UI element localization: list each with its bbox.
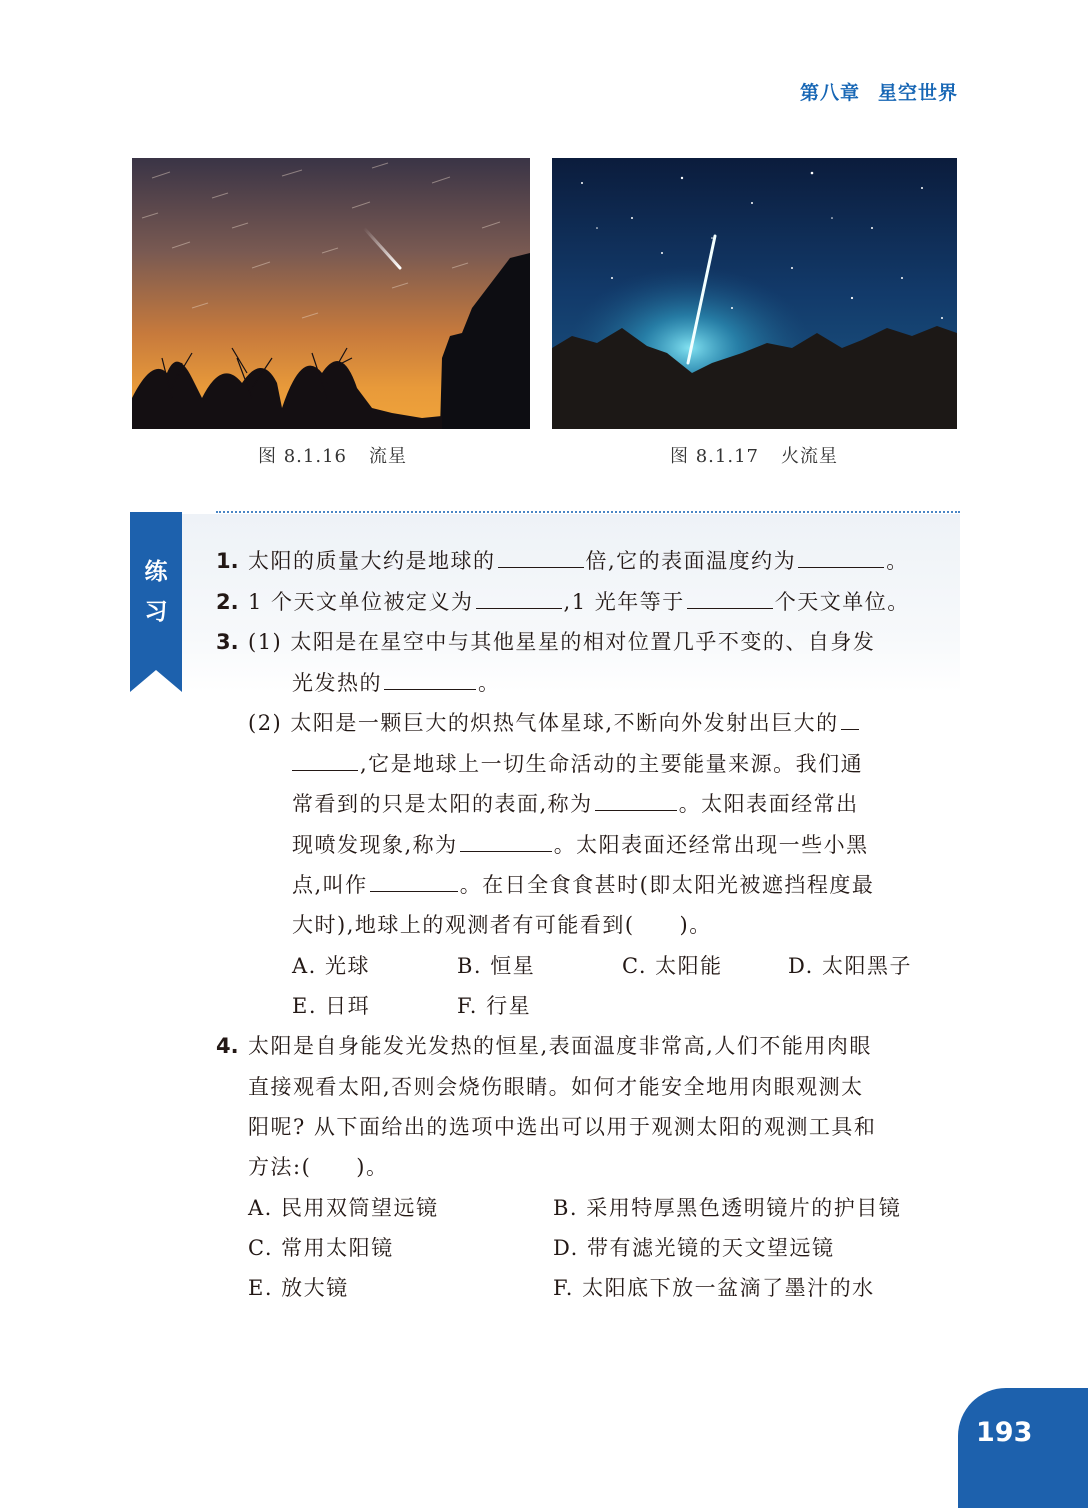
answer-blank[interactable] [687, 588, 773, 609]
question-text: 现喷发现象,称为 [292, 833, 458, 857]
option-item[interactable]: E. 日珥 [292, 994, 371, 1018]
option-item[interactable]: D. 太阳黑子 [788, 954, 912, 978]
question-4-line-1 [216, 1032, 872, 1060]
fireball-photo [552, 158, 957, 429]
question-3-part-2-line-3 [292, 790, 859, 818]
question-text: (2) 太阳是一颗巨大的炽热气体星球,不断向外发射出巨大的 [248, 711, 839, 735]
question-number: 4. [216, 1034, 239, 1058]
question-4-line-2: 直接观看太阳,否则会烧伤眼睛。如何才能安全地用肉眼观测太 [248, 1075, 864, 1099]
question-2 [216, 588, 910, 616]
figure-name-2: 火流星 [780, 446, 838, 467]
question-text: 。 [478, 671, 501, 695]
question-text: 大时),地球上的观测者有可能看到( )。 [292, 913, 712, 937]
chapter-title: 星空世界 [877, 82, 958, 104]
option-item[interactable]: D. 带有滤光镜的天文望远镜 [553, 1236, 835, 1260]
question-text: 。太阳表面还经常出现一些小黑 [553, 833, 869, 857]
option-item[interactable]: C. 常用太阳镜 [248, 1236, 394, 1260]
question-text: 太阳的质量大约是地球的 [248, 549, 496, 573]
figure-number-2: 图 8.1.17 [670, 446, 759, 467]
option-item[interactable]: B. 采用特厚黑色透明镜片的护目镜 [553, 1196, 902, 1220]
figure-name-1: 流星 [368, 446, 407, 467]
answer-blank[interactable] [460, 831, 552, 852]
question-3-part-2-line-6 [292, 911, 712, 939]
option-item[interactable]: A. 光球 [292, 954, 371, 978]
question-3-part-1-line-2 [292, 669, 501, 697]
question-3-part-2-line-4 [292, 831, 869, 859]
figure-caption-2 [670, 442, 838, 468]
chapter-header [800, 78, 958, 105]
question-4-line-4: 方法:( )。 [248, 1155, 389, 1179]
question-text: 。在日全食食甚时(即太阳光被遮挡程度最 [459, 873, 875, 897]
page-number: 193 [976, 1417, 1033, 1448]
exercise-tab [130, 512, 182, 692]
question-text: ,1 光年等于 [563, 590, 685, 614]
question-4-line-3: 阳呢? 从下面给出的选项中选出可以用于观测太阳的观测工具和 [248, 1115, 877, 1139]
question-3-part-1-line-1 [216, 628, 875, 656]
option-item[interactable]: E. 放大镜 [248, 1276, 349, 1300]
answer-blank[interactable] [841, 709, 859, 730]
answer-blank[interactable] [370, 871, 458, 892]
chapter-number: 第八章 [799, 82, 860, 104]
question-text: 。太阳表面经常出 [678, 792, 859, 816]
question-number: 1. [216, 549, 239, 573]
question-text: 点,叫作 [292, 873, 368, 897]
exercise-tab-label-2: 习 [144, 599, 168, 625]
question-number: 3. [216, 630, 239, 654]
section-divider [216, 511, 960, 513]
answer-blank[interactable] [292, 750, 358, 771]
question-text: 光发热的 [292, 671, 382, 695]
figure-number-1: 图 8.1.16 [258, 446, 347, 467]
question-3-part-2-line-1 [248, 709, 861, 737]
question-1 [216, 547, 909, 575]
answer-blank[interactable] [798, 547, 884, 568]
option-item[interactable]: A. 民用双筒望远镜 [248, 1196, 439, 1220]
question-text: 1 个天文单位被定义为 [248, 590, 474, 614]
question-text: 太阳是自身能发光发热的恒星,表面温度非常高,人们不能用肉眼 [248, 1034, 872, 1058]
exercise-tab-label-1: 练 [144, 559, 168, 585]
question-text: (1) 太阳是在星空中与其他星星的相对位置几乎不变的、自身发 [248, 630, 876, 654]
question-text: 常看到的只是太阳的表面,称为 [292, 792, 593, 816]
question-text: ,它是地球上一切生命活动的主要能量来源。我们通 [360, 752, 864, 776]
question-3-part-2-line-2 [292, 750, 863, 778]
page-number-tab [958, 1388, 1088, 1508]
option-item[interactable]: B. 恒星 [457, 954, 536, 978]
answer-blank[interactable] [498, 547, 584, 568]
figure-caption-1 [258, 442, 407, 468]
answer-blank[interactable] [476, 588, 562, 609]
option-item[interactable]: F. 太阳底下放一盆滴了墨汁的水 [553, 1276, 875, 1300]
question-3-part-2-line-5 [292, 871, 874, 899]
option-item[interactable]: F. 行星 [457, 994, 532, 1018]
answer-blank[interactable] [384, 669, 476, 690]
meteor-photo [132, 158, 530, 429]
option-item[interactable]: C. 太阳能 [622, 954, 723, 978]
answer-blank[interactable] [595, 790, 677, 811]
question-number: 2. [216, 590, 239, 614]
question-text: 。 [886, 549, 909, 573]
question-text: 倍,它的表面温度约为 [585, 549, 797, 573]
question-text: 个天文单位。 [774, 590, 910, 614]
